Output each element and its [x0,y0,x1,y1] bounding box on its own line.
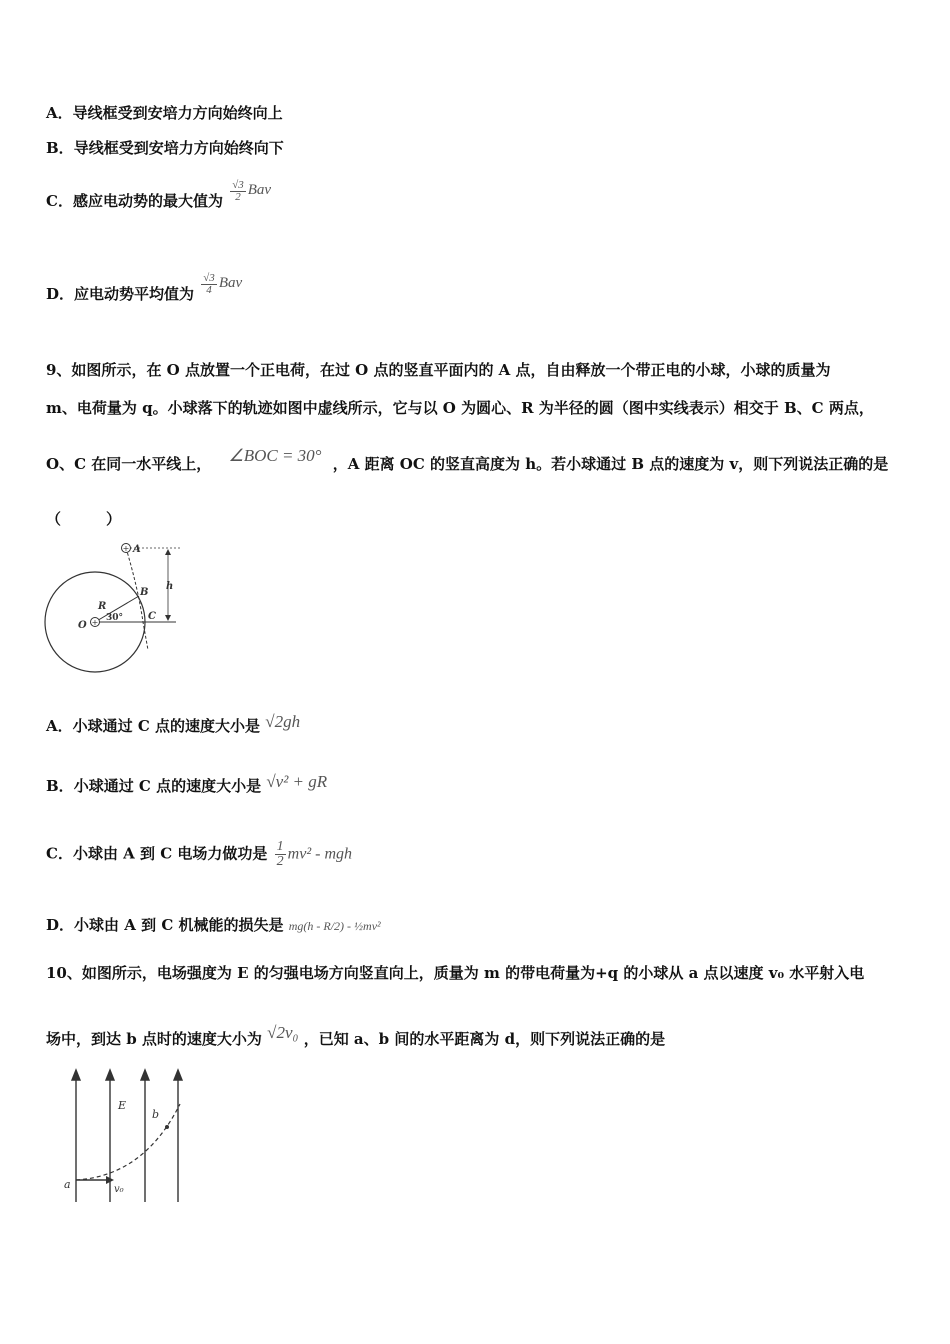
arrow-head-down [165,615,171,621]
stem-text: ，已知 a、b 间的水平距离为 d，则下列说法正确的是 [303,1030,666,1048]
fraction-denominator: 2 [235,191,241,203]
q9-stem-line1: 9、如图所示，在 O 点放置一个正电荷，在过 O 点的竖直平面内的 A 点，自由释放一个带正电的小球，小球的质量为 [46,361,831,379]
svg-text:+: + [122,544,130,553]
option-label: A． [46,104,73,122]
option-text: 应电动势平均值为 [74,285,195,303]
q9-option-d [46,914,381,935]
field-lines [72,1070,182,1202]
label-v0: v₀ [114,1184,124,1195]
q10-stem-line1: 10、如图所示，电场强度为 E 的匀强电场方向竖直向上，质量为 m 的带电荷量为+q 的小球从 a 点以速度 v₀ 水平射入电 [46,964,865,982]
math-expression: Bav [247,182,272,198]
q9-stem-line3 [46,446,888,474]
option-label: D． [46,916,75,934]
q8-option-c [46,180,271,211]
label-c: C [148,611,156,622]
option-label: C． [46,844,73,863]
math-expression: √2v₀ [267,1023,299,1042]
fraction [230,180,246,203]
option-text: 导线框受到安培力方向始终向上 [72,104,283,122]
q9-option-c [46,840,352,869]
fraction [201,273,217,296]
math-expression: √v² + gR [266,772,328,791]
arrow-up-icon [141,1070,149,1080]
label-b: b [152,1108,160,1121]
math-expression: Bav [218,275,243,291]
fraction-numerator: √3 [203,272,215,284]
stem-text: 场中，到达 b 点时的速度大小为 [46,1030,262,1048]
arrow-head-up [165,549,171,555]
fraction-numerator: √3 [232,179,244,191]
fraction-numerator: 1 [276,839,284,854]
svg-text:+: + [91,618,99,627]
label-b: B [140,587,149,598]
q9-figure [40,538,190,678]
label-a: A [133,544,141,555]
fraction-denominator: 4 [206,284,212,296]
option-text: 导线框受到安培力方向始终向下 [73,139,284,157]
trajectory [76,1104,180,1180]
option-text: 小球通过 C 点的速度大小是 [73,777,262,795]
math-expression: mg(h - R/2) - ½mv² [288,919,381,933]
q8-option-d [46,273,242,304]
q9-stem-line2: m、电荷量为 q。小球落下的轨迹如图中虚线所示，它与以 O 为圆心、R 为半径的圆（图中实线表示）相交于 B、C 两点， [46,399,874,417]
q8-option-b [46,137,284,158]
fraction [275,840,286,869]
point-b [165,1125,169,1129]
q8-option-a [46,102,283,123]
option-label: A． [46,717,73,735]
option-label: B． [46,139,74,157]
option-text: 感应电动势的最大值为 [72,192,223,210]
q9-answer-paren: （ ） [46,510,122,528]
option-text: 小球通过 C 点的速度大小是 [72,717,261,735]
stem-text: O、C 在同一水平线上， [46,455,212,473]
option-text: 小球由 A 到 C 机械能的损失是 [74,916,284,934]
label-e: E [118,1099,127,1112]
label-angle: 30° [106,613,124,623]
arrow-up-icon [72,1070,80,1080]
q9-option-a [46,712,300,736]
label-a: a [64,1178,71,1191]
angle-expression: ∠BOC = 30° [228,446,322,465]
option-label: C． [46,192,73,210]
label-h: h [166,581,174,592]
arrow-up-icon [106,1070,114,1080]
arrow-up-icon [174,1070,182,1080]
stem-text: ，A 距离 OC 的竖直高度为 h。若小球通过 B 点的速度为 v，则下列说法正确的是 [332,455,889,473]
math-expression: √2gh [265,712,301,731]
option-label: D． [46,285,75,303]
math-expression: mv² - mgh [287,845,352,863]
label-r: R [98,601,107,612]
fraction-denominator: 2 [276,854,284,869]
option-text: 小球由 A 到 C 电场力做功是 [72,844,268,863]
trajectory [126,548,148,650]
q10-stem-line2 [46,1023,665,1049]
label-o: O [78,620,87,631]
q10-figure [44,1066,194,1206]
option-label: B． [46,777,74,795]
q9-option-b [46,772,327,796]
